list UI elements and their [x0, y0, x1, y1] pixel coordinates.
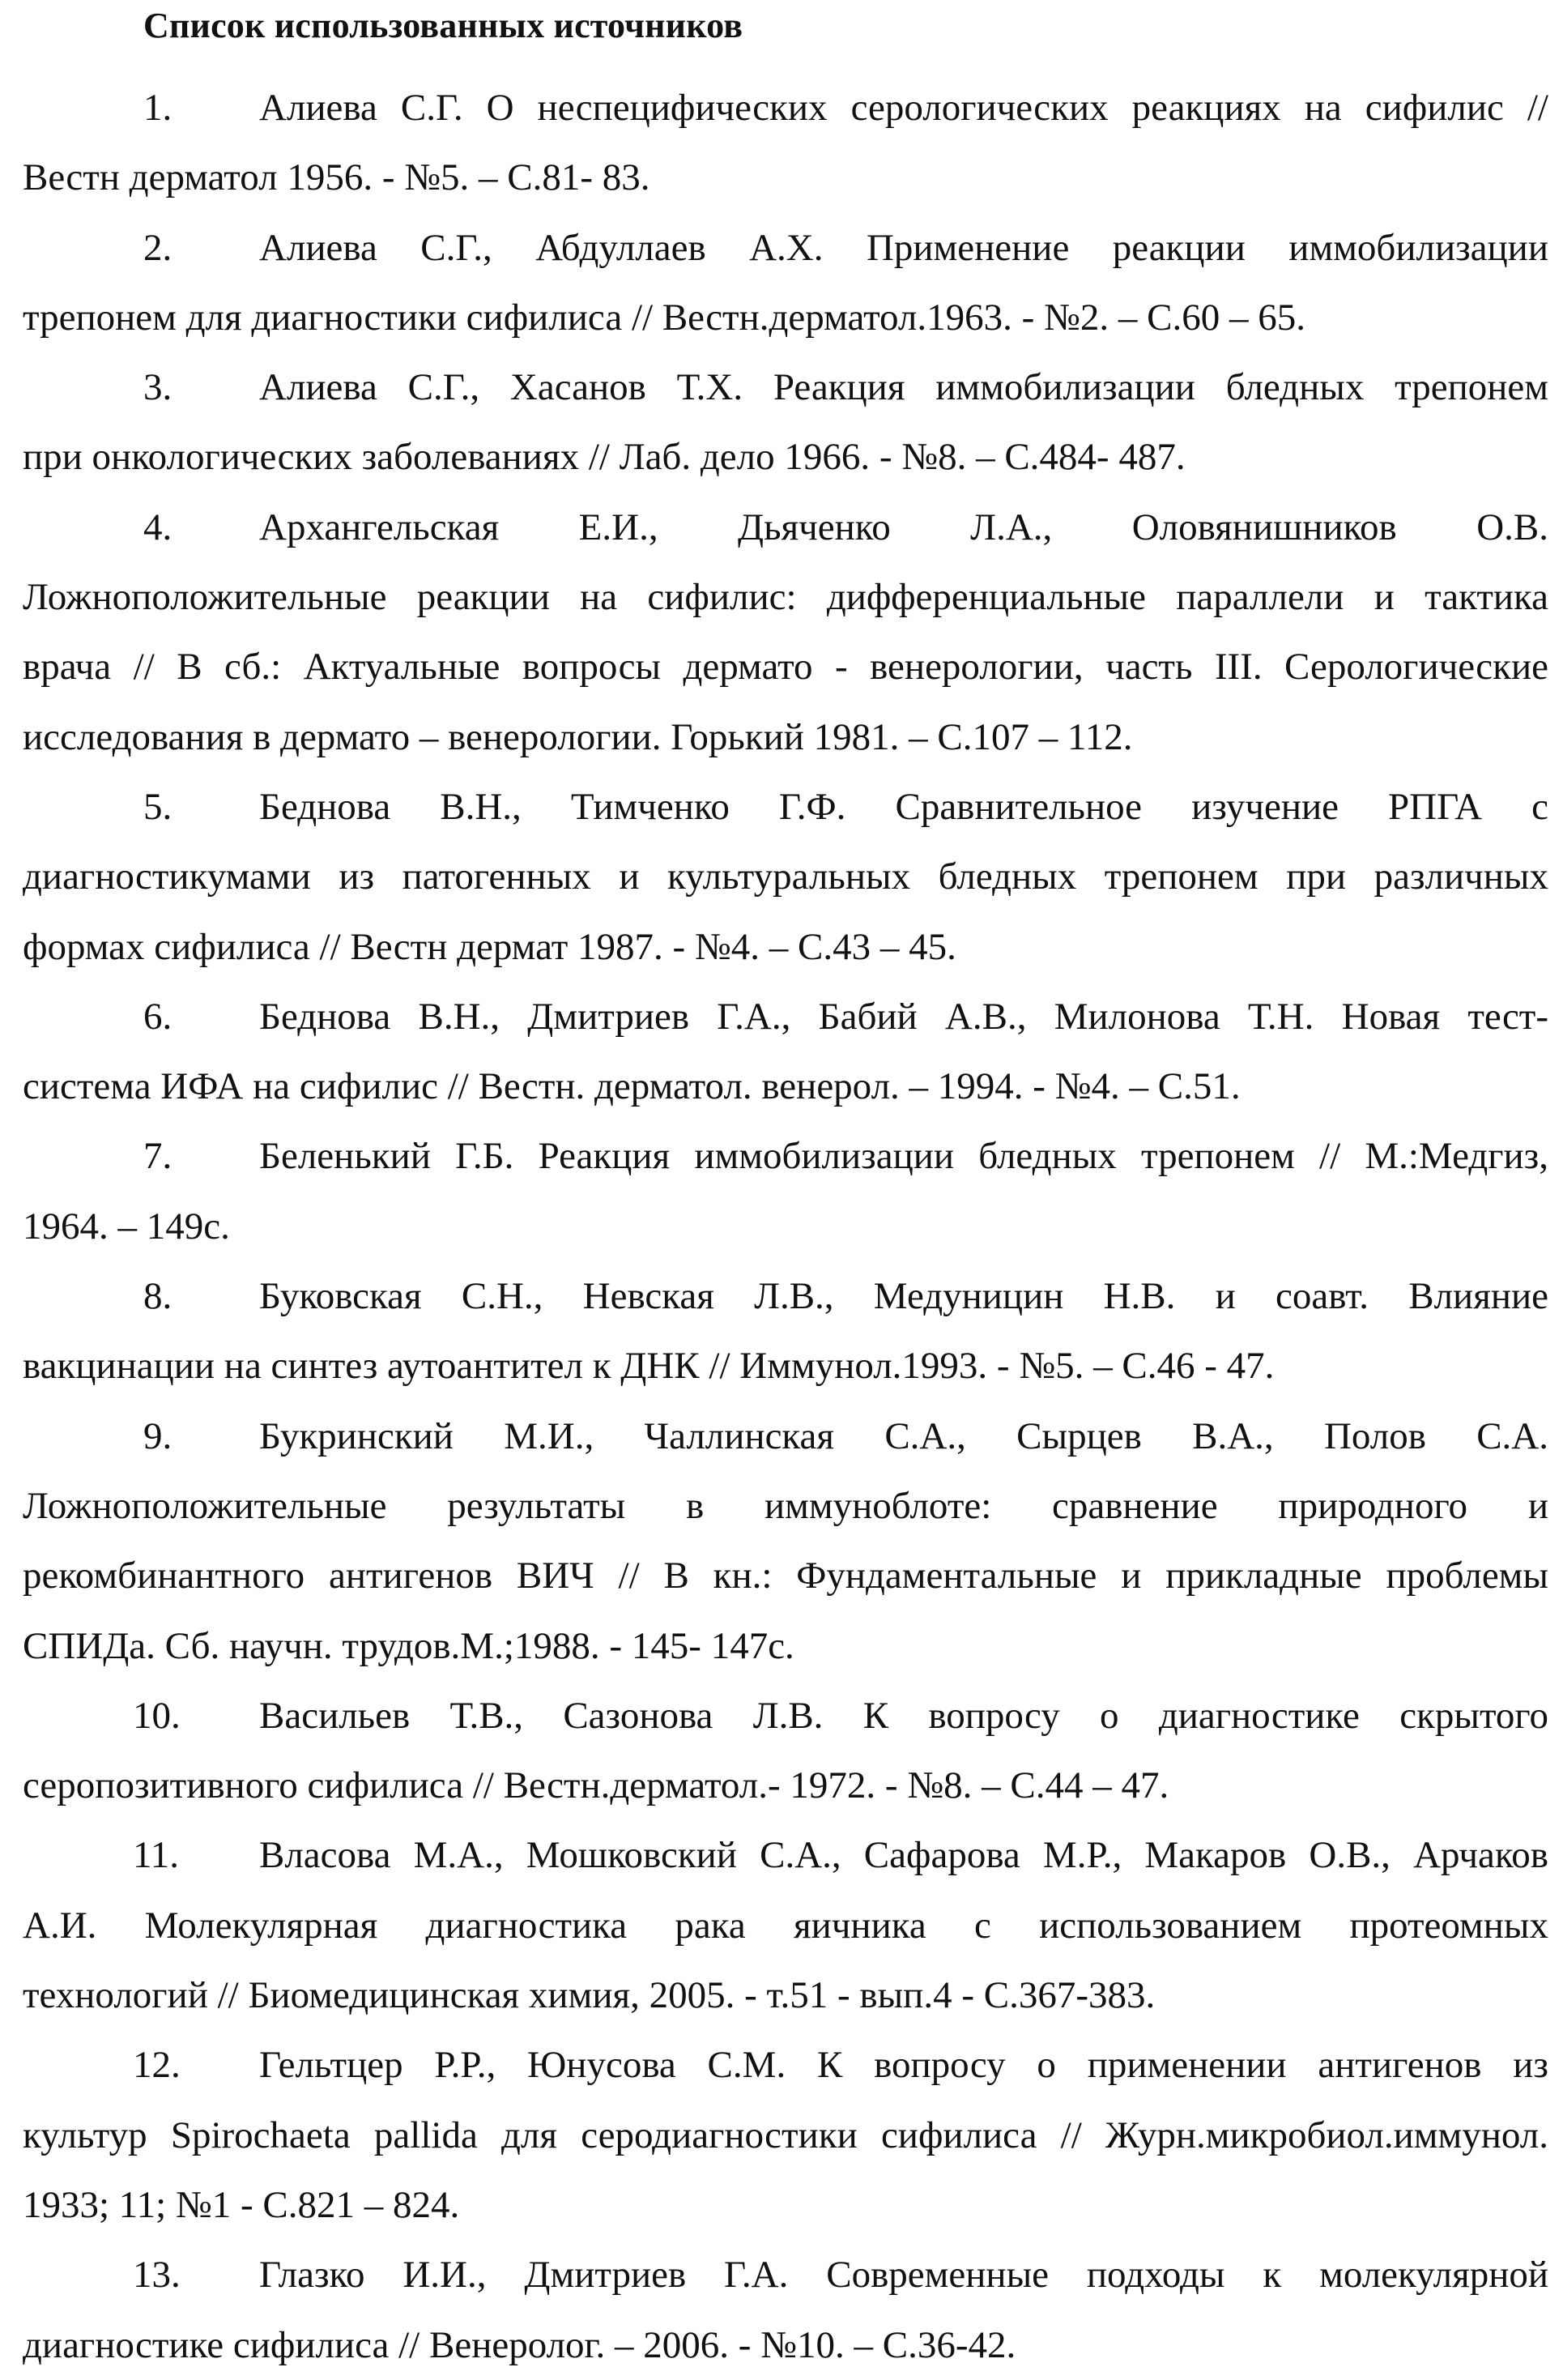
reference-item	[23, 1820, 1548, 2030]
reference-continuation-line: серопозитивного сифилиса // Вестн.дерматол.- 1972. - №8. – С.44 – 47.	[23, 1751, 1548, 1820]
reference-item	[23, 2030, 1548, 2240]
reference-text: Беднова В.Н., Тимченко Г.Ф. Сравнительное изучение РПГА с	[259, 772, 1548, 842]
reference-item	[23, 493, 1548, 772]
reference-item	[23, 772, 1548, 982]
reference-first-line: 7. Беленький Г.Б. Реакция иммобилизации бледных трепонем // М.:Медгиз,	[23, 1121, 1548, 1191]
reference-item	[23, 1401, 1548, 1681]
reference-continuation-line: Вестн дерматол 1956. - №5. – С.81- 83.	[23, 143, 1548, 212]
reference-first-line: 1. Алиева С.Г. О неспецифических серологических реакциях на сифилис //	[23, 73, 1548, 143]
reference-continuation-line: 1933; 11; №1 - С.821 – 824.	[23, 2170, 1548, 2240]
reference-first-line: 3. Алиева С.Г., Хасанов Т.Х. Реакция иммобилизации бледных трепонем	[23, 352, 1548, 422]
reference-item	[23, 1121, 1548, 1261]
reference-text: Алиева С.Г., Хасанов Т.Х. Реакция иммобилизации бледных трепонем	[259, 352, 1548, 422]
reference-text: Беднова В.Н., Дмитриев Г.А., Бабий А.В., Милонова Т.Н. Новая тест-	[259, 982, 1548, 1051]
reference-item	[23, 213, 1548, 353]
reference-item	[23, 352, 1548, 493]
reference-continuation-line: при онкологических заболеваниях // Лаб. дело 1966. - №8. – С.484- 487.	[23, 422, 1548, 492]
reference-first-line: 13. Глазко И.И., Дмитриев Г.А. Современные подходы к молекулярной	[23, 2240, 1548, 2310]
reference-continuation-line: Ложноположительные результаты в иммуноблоте: сравнение природного и	[23, 1471, 1548, 1541]
reference-item	[23, 982, 1548, 1122]
reference-text: Беленький Г.Б. Реакция иммобилизации бледных трепонем // М.:Медгиз,	[259, 1121, 1548, 1191]
reference-text: Архангельская Е.И., Дьяченко Л.А., Оловянишников О.В.	[259, 493, 1548, 562]
reference-first-line: 2. Алиева С.Г., Абдуллаев А.Х. Применение реакции иммобилизации	[23, 213, 1548, 283]
reference-text: Алиева С.Г., Абдуллаев А.Х. Применение реакции иммобилизации	[259, 213, 1548, 283]
reference-continuation-line: Ложноположительные реакции на сифилис: дифференциальные параллели и тактика	[23, 562, 1548, 632]
reference-text: Глазко И.И., Дмитриев Г.А. Современные подходы к молекулярной	[259, 2240, 1548, 2310]
reference-continuation-line: формах сифилиса // Вестн дермат 1987. - №4. – С.43 – 45.	[23, 912, 1548, 982]
reference-continuation-line: система ИФА на сифилис // Вестн. дерматол. венерол. – 1994. - №4. – С.51.	[23, 1051, 1548, 1121]
reference-text: Букринский М.И., Чаллинская С.А., Сырцев В.А., Полов С.А.	[259, 1401, 1548, 1471]
reference-continuation-line: А.И. Молекулярная диагностика рака яичника с использованием протеомных	[23, 1891, 1548, 1960]
document-page	[0, 0, 1563, 2373]
reference-first-line: 11. Власова М.А., Мошковский С.А., Сафарова М.Р., Макаров О.В., Арчаков	[23, 1820, 1548, 1890]
reference-continuation-line: исследования в дермато – венерологии. Горький 1981. – С.107 – 112.	[23, 702, 1548, 772]
reference-item	[23, 1681, 1548, 1821]
reference-continuation-line: СПИДа. Сб. научн. трудов.М.;1988. - 145- 147с.	[23, 1611, 1548, 1681]
reference-text: Гельтцер Р.Р., Юнусова С.М. К вопросу о применении антигенов из	[259, 2030, 1548, 2100]
reference-item	[23, 73, 1548, 213]
reference-first-line: 5. Беднова В.Н., Тимченко Г.Ф. Сравнительное изучение РПГА с	[23, 772, 1548, 842]
reference-continuation-line: вакцинации на синтез аутоантител к ДНК // Иммунол.1993. - №5. – С.46 - 47.	[23, 1331, 1548, 1401]
reference-item	[23, 2240, 1548, 2380]
reference-first-line: 12. Гельтцер Р.Р., Юнусова С.М. К вопросу о применении антигенов из	[23, 2030, 1548, 2100]
reference-continuation-line: диагностикумами из патогенных и культуральных бледных трепонем при различных	[23, 842, 1548, 911]
reference-list	[23, 73, 1548, 2380]
reference-text: Власова М.А., Мошковский С.А., Сафарова М.Р., Макаров О.В., Арчаков	[259, 1820, 1548, 1890]
reference-continuation-line: 1964. – 149с.	[23, 1192, 1548, 1261]
reference-first-line: 10. Васильев Т.В., Сазонова Л.В. К вопросу о диагностике скрытого	[23, 1681, 1548, 1751]
page-title: Список использованных источников	[143, 3, 743, 49]
reference-continuation-line: культур Spirochaeta pallida для серодиагностики сифилиса // Журн.микробиол.иммунол.	[23, 2101, 1548, 2170]
reference-text: Буковская С.Н., Невская Л.В., Медуницин Н.В. и соавт. Влияние	[259, 1261, 1548, 1331]
reference-first-line: 9. Букринский М.И., Чаллинская С.А., Сырцев В.А., Полов С.А.	[23, 1401, 1548, 1471]
reference-continuation-line: технологий // Биомедицинская химия, 2005. - т.51 - вып.4 - С.367-383.	[23, 1960, 1548, 2030]
reference-continuation-line: рекомбинантного антигенов ВИЧ // В кн.: Фундаментальные и прикладные проблемы	[23, 1541, 1548, 1610]
reference-first-line: 8. Буковская С.Н., Невская Л.В., Медуницин Н.В. и соавт. Влияние	[23, 1261, 1548, 1331]
reference-first-line: 4. Архангельская Е.И., Дьяченко Л.А., Оловянишников О.В.	[23, 493, 1548, 562]
reference-item	[23, 1261, 1548, 1401]
reference-continuation-line: врача // В сб.: Актуальные вопросы дермато - венерологии, часть III. Серологические	[23, 632, 1548, 702]
reference-first-line: 6. Беднова В.Н., Дмитриев Г.А., Бабий А.В., Милонова Т.Н. Новая тест-	[23, 982, 1548, 1051]
reference-text: Васильев Т.В., Сазонова Л.В. К вопросу о диагностике скрытого	[259, 1681, 1548, 1751]
reference-continuation-line: трепонем для диагностики сифилиса // Вестн.дерматол.1963. - №2. – С.60 – 65.	[23, 283, 1548, 352]
reference-continuation-line: диагностике сифилиса // Венеролог. – 2006. - №10. – С.36-42.	[23, 2310, 1548, 2380]
reference-text: Алиева С.Г. О неспецифических серологических реакциях на сифилис //	[259, 73, 1548, 143]
